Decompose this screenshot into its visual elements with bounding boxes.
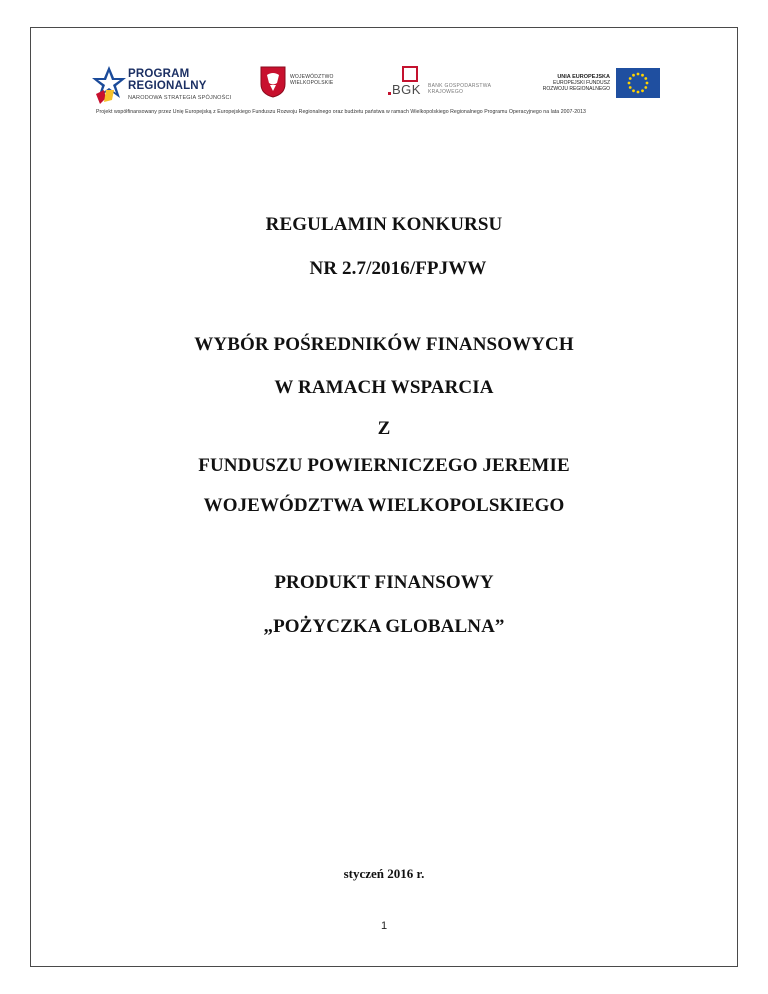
bgk-name-line1: BANK GOSPODARSTWA <box>428 83 492 89</box>
wojewodztwo-label: WOJEWÓDZTWO <box>290 74 334 80</box>
bgk-logo <box>368 62 498 110</box>
eu-text <box>528 74 610 92</box>
eu-fund-line1: EUROPEJSKI FUNDUSZ <box>553 80 610 86</box>
title-line-6: FUNDUSZU POWIERNICZEGO JEREMIE <box>198 455 570 476</box>
eu-flag-icon <box>616 68 660 98</box>
document-date: styczeń 2016 r. <box>343 866 425 881</box>
eu-fund-line2: ROZWOJU REGIONALNEGO <box>542 86 610 92</box>
nss-star-emblem-icon <box>92 64 126 106</box>
title-line-7: WOJEWÓDZTWA WIELKOPOLSKIEGO <box>203 495 565 516</box>
eu-stars-icon <box>616 68 660 98</box>
title-line-5: Z <box>377 418 391 439</box>
title-line-1: REGULAMIN KONKURSU <box>265 214 503 235</box>
cofinancing-note: Projekt współfinansowany przez Unię Europejską z Europejskiego Funduszu Rozwoju Regionalnego oraz budżetu państwa w ramach Wielkopolskiego Regionalnego Programu Operacyjnego na lata 2007-2013 <box>96 109 586 115</box>
wojewodztwo-logo <box>260 62 355 110</box>
wojewodztwo-text <box>290 74 334 86</box>
eu-title: UNIA EUROPEJSKA <box>557 74 610 80</box>
title-line-8: PRODUKT FINANSOWY <box>274 572 494 593</box>
program-regionalny-logo <box>92 62 242 110</box>
title-line-4: W RAMACH WSPARCIA <box>274 377 494 398</box>
bgk-name-line2: KRAJOWEGO <box>428 89 464 95</box>
wielkopolskie-label: WIELKOPOLSKIE <box>290 80 334 86</box>
bgk-dot-icon <box>388 92 391 95</box>
title-line-9: „POŻYCZKA GLOBALNA” <box>263 616 505 637</box>
eu-logo <box>528 62 662 110</box>
regionalny-label: REGIONALNY <box>128 80 207 92</box>
logo-band <box>92 62 662 112</box>
wielkopolska-crest-icon <box>260 66 286 98</box>
title-line-3: WYBÓR POŚREDNIKÓW FINANSOWYCH <box>194 334 574 355</box>
program-regionalny-title <box>128 68 207 92</box>
bgk-square-icon <box>402 66 418 82</box>
nss-subtitle: NARODOWA STRATEGIA SPÓJNOŚCI <box>128 95 232 101</box>
program-label: PROGRAM <box>128 68 190 80</box>
bgk-name <box>428 83 491 95</box>
page-number: 1 <box>380 920 388 932</box>
title-line-2: NR 2.7/2016/FPJWW <box>309 258 487 279</box>
bgk-wordmark: BGK <box>392 82 421 97</box>
